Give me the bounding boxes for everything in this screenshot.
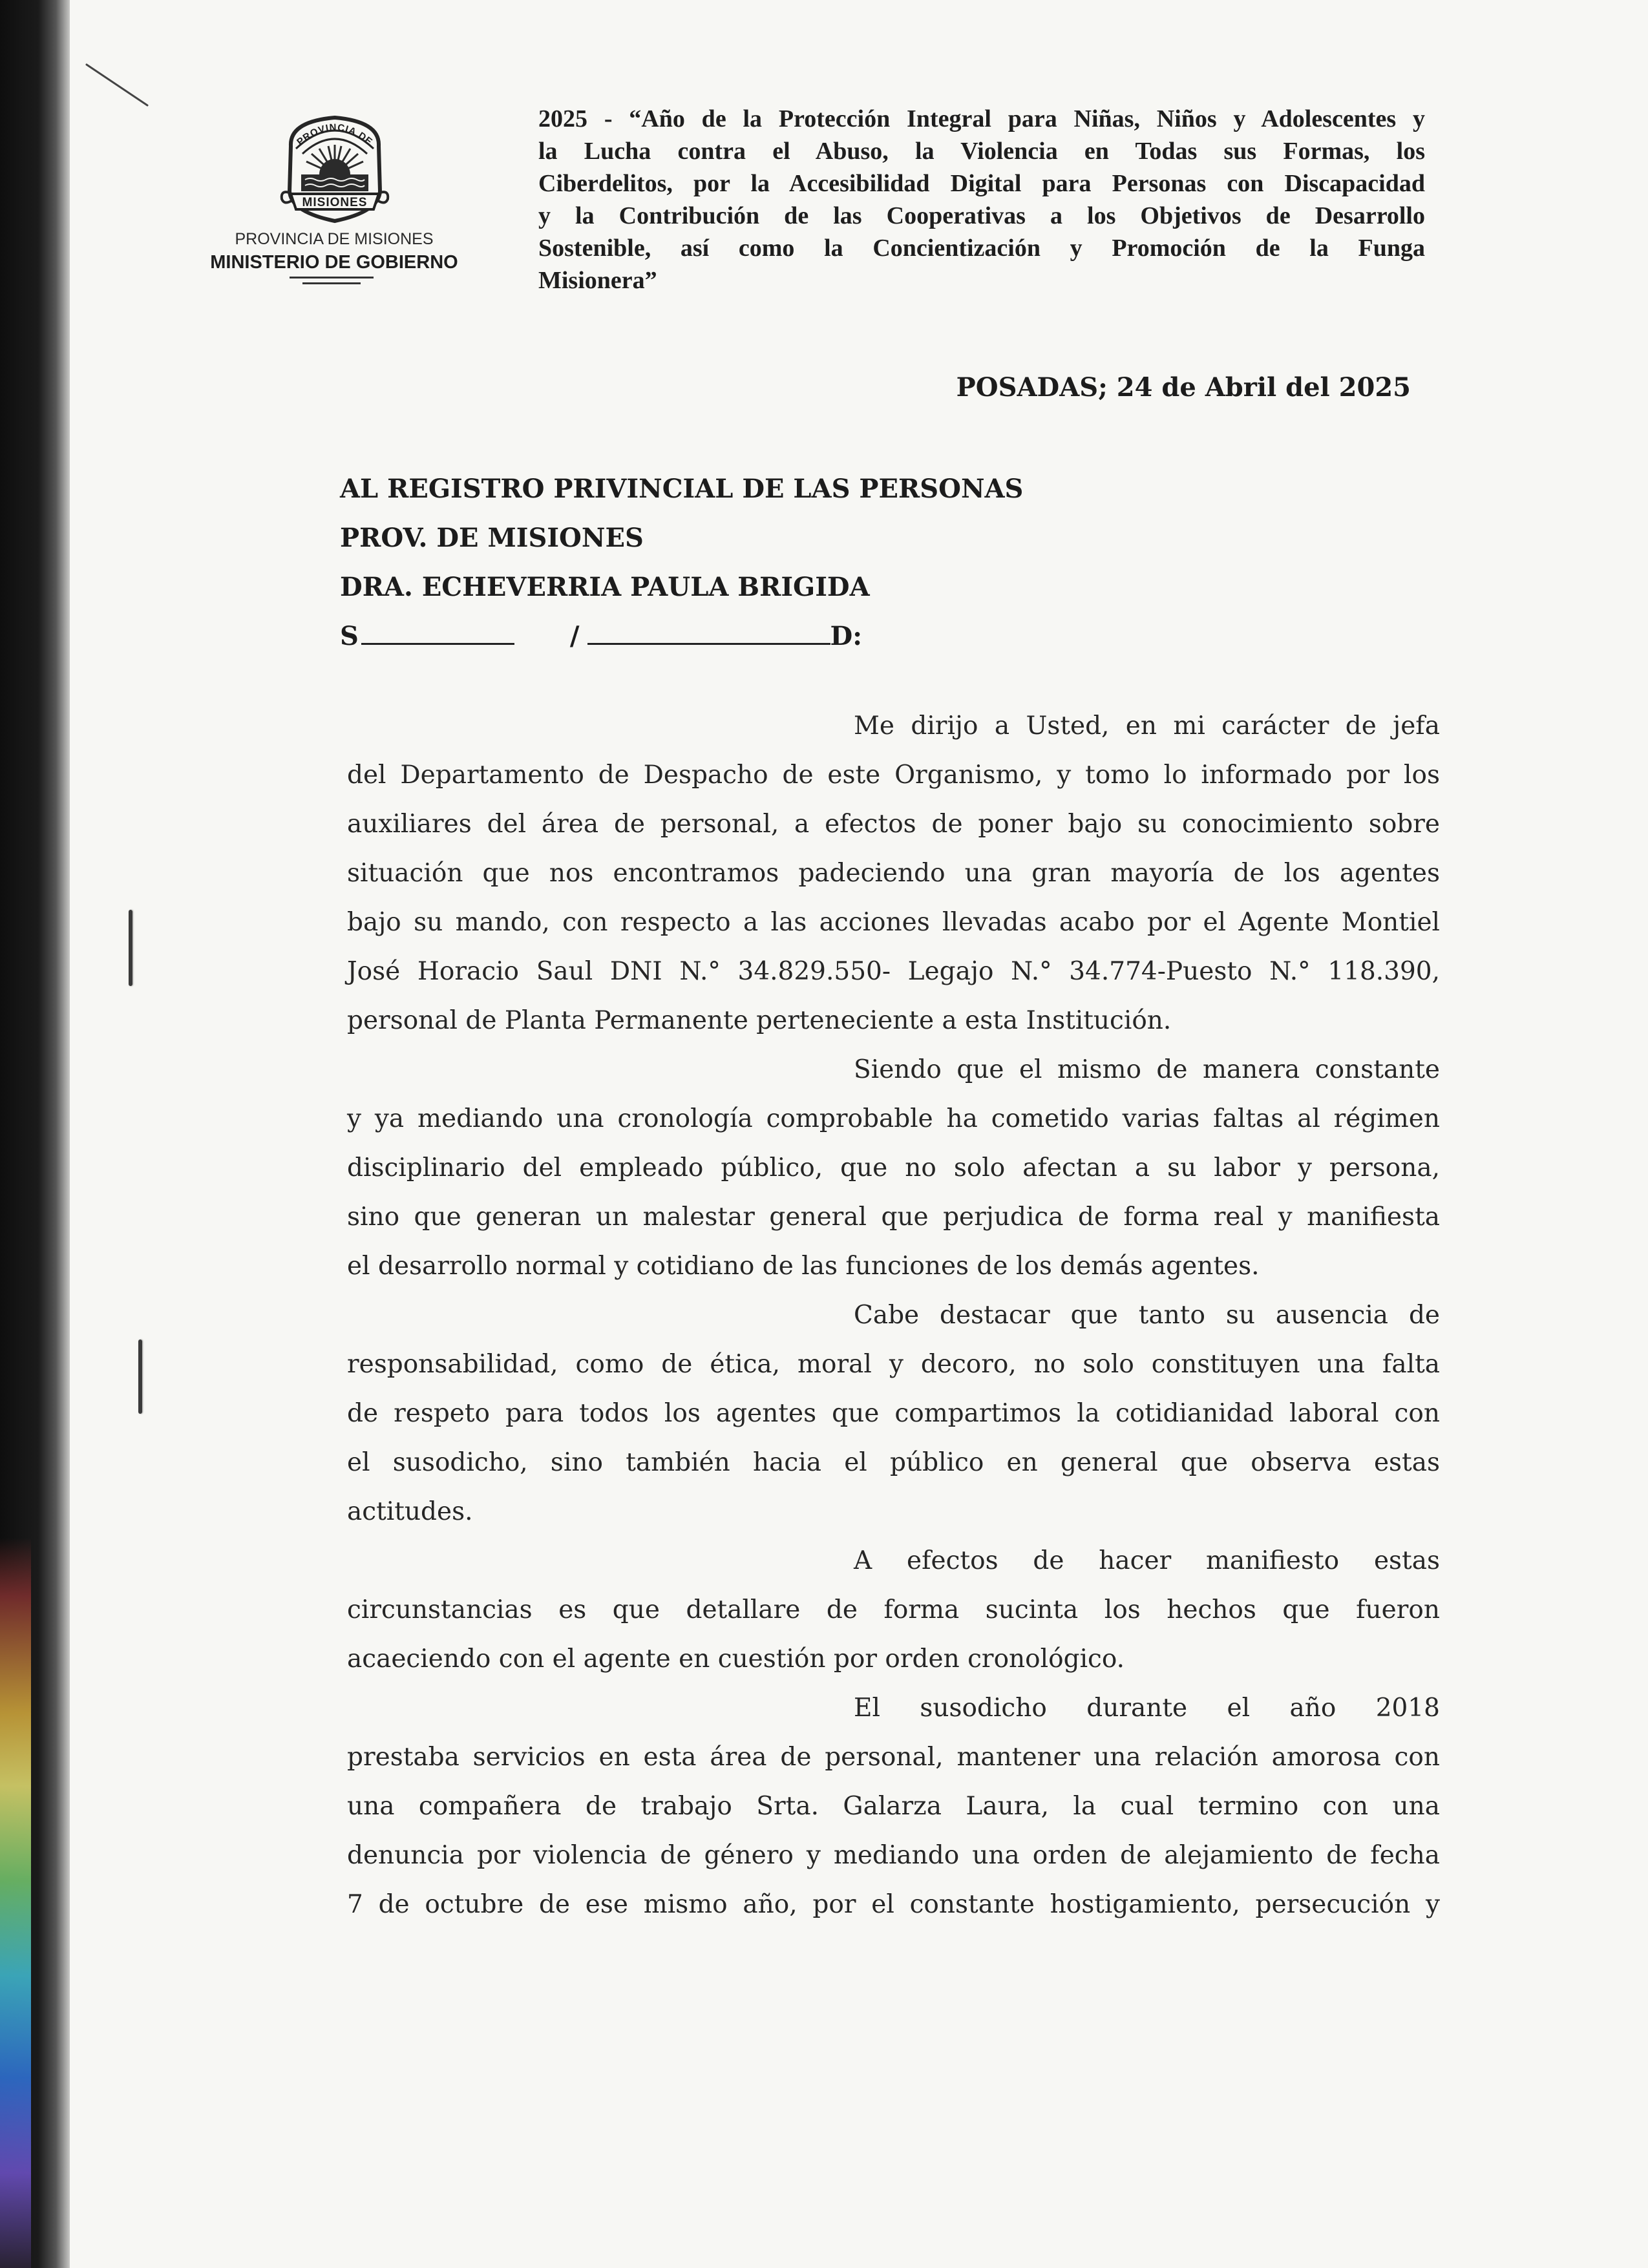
recipient-block <box>340 465 1023 661</box>
body-line: sino que generan un malestar general que perjudica de forma real y manifiesta <box>347 1202 1440 1232</box>
body-line: Me dirijo a Usted, en mi carácter de jefa <box>854 711 1440 740</box>
recipient-line: PROV. DE MISIONES <box>340 523 644 553</box>
province-label: PROVINCIA DE MISIONES <box>235 230 434 248</box>
salutation-s: S <box>340 621 359 651</box>
body-line: del Departamento de Despacho de este Organismo, y tomo lo informado por los <box>347 761 1440 790</box>
body-line: responsabilidad, como de ética, moral y decoro, no solo constituyen una falta <box>347 1350 1440 1379</box>
body-line: bajo su mando, con respecto a las acciones llevadas acabo por el Agente Montiel <box>347 908 1440 937</box>
scan-color-artifact <box>0 1538 31 2268</box>
body-line: A efectos de hacer manifiesto estas <box>854 1546 1440 1575</box>
paragraph-3 <box>347 1291 1440 1537</box>
body-line: personal de Planta Permanente perteneciente a esta Institución. <box>347 1006 1172 1035</box>
body-line: José Horacio Saul DNI N.° 34.829.550- Legajo N.° 34.774-Puesto N.° 118.390, <box>347 957 1440 986</box>
body-line: actitudes. <box>347 1497 473 1526</box>
salutation-line <box>340 612 1023 661</box>
letter-body <box>347 702 1440 1929</box>
staple <box>129 910 132 986</box>
body-line: El susodicho durante el año 2018 <box>854 1694 1440 1723</box>
pen-mark <box>78 58 155 116</box>
salutation-slash: / <box>569 621 580 651</box>
body-line: el desarrollo normal y cotidiano de las funciones de los demás agentes. <box>347 1252 1260 1281</box>
salutation-d: D: <box>830 621 862 651</box>
staple <box>138 1339 142 1414</box>
motto-line: la Lucha contra el Abuso, la Violencia en Todas sus Formas, los <box>538 138 1425 165</box>
motto-line: Ciberdelitos, por la Accesibilidad Digital para Personas con Discapacidad <box>538 170 1425 197</box>
paragraph-1 <box>347 702 1440 1045</box>
letterhead-rule <box>290 277 374 278</box>
body-line: denuncia por violencia de género y mediando una orden de alejamiento de fecha <box>347 1841 1440 1870</box>
letterhead-rule <box>302 282 361 284</box>
body-line: prestaba servicios en esta área de personal, mantener una relación amorosa con <box>347 1743 1440 1772</box>
motto-line: Misionera” <box>538 267 657 294</box>
recipient-line: AL REGISTRO PRIVINCIAL DE LAS PERSONAS <box>340 474 1024 504</box>
body-line: circunstancias es que detallare de forma sucinta los hechos que fueron <box>347 1595 1440 1624</box>
body-line: una compañera de trabajo Srta. Galarza Laura, la cual termino con una <box>347 1792 1440 1821</box>
ministry-label: MINISTERIO DE GOBIERNO <box>210 252 458 273</box>
body-line: Cabe destacar que tanto su ausencia de <box>854 1301 1440 1330</box>
year-motto <box>538 103 1425 297</box>
motto-line: Sostenible, así como la Concientización y Promoción de la Funga <box>538 235 1425 262</box>
body-line: y ya mediando una cronología comprobable ha cometido varias faltas al régimen <box>347 1104 1440 1133</box>
body-line: el susodicho, sino también hacia el público en general que observa estas <box>347 1448 1440 1477</box>
body-line: 7 de octubre de ese mismo año, por el constante hostigamiento, persecución y <box>347 1890 1440 1919</box>
recipient-line: DRA. ECHEVERRIA PAULA BRIGIDA <box>340 572 870 602</box>
seal-banner-text: MISIONES <box>302 196 368 209</box>
motto-line: 2025 - “Año de la Protección Integral para Niñas, Niños y Adolescentes y <box>538 105 1425 132</box>
body-line: situación que nos encontramos padeciendo una gran mayoría de los agentes <box>347 859 1440 888</box>
svg-text:PROVINCIA DE <box>295 122 375 148</box>
seal-top-text: PROVINCIA DE <box>295 121 375 148</box>
motto-line: y la Contribución de las Cooperativas a los Objetivos de Desarrollo <box>538 202 1425 229</box>
paragraph-4 <box>347 1537 1440 1684</box>
body-line: de respeto para todos los agentes que compartimos la cotidianidad laboral con <box>347 1399 1440 1428</box>
salutation-blank <box>361 624 514 645</box>
paragraph-5 <box>347 1684 1440 1929</box>
body-line: disciplinario del empleado público, que no solo afectan a su labor y persona, <box>347 1153 1440 1182</box>
salutation-blank <box>587 624 830 645</box>
province-seal-logo <box>277 111 393 226</box>
body-line: Siendo que el mismo de manera constante <box>854 1055 1440 1084</box>
date-line: POSADAS; 24 de Abril del 2025 <box>956 372 1411 403</box>
body-line: acaeciendo con el agente en cuestión por orden cronológico. <box>347 1644 1125 1674</box>
body-line: auxiliares del área de personal, a efectos de poner bajo su conocimiento sobre <box>347 810 1440 839</box>
paragraph-2 <box>347 1045 1440 1291</box>
